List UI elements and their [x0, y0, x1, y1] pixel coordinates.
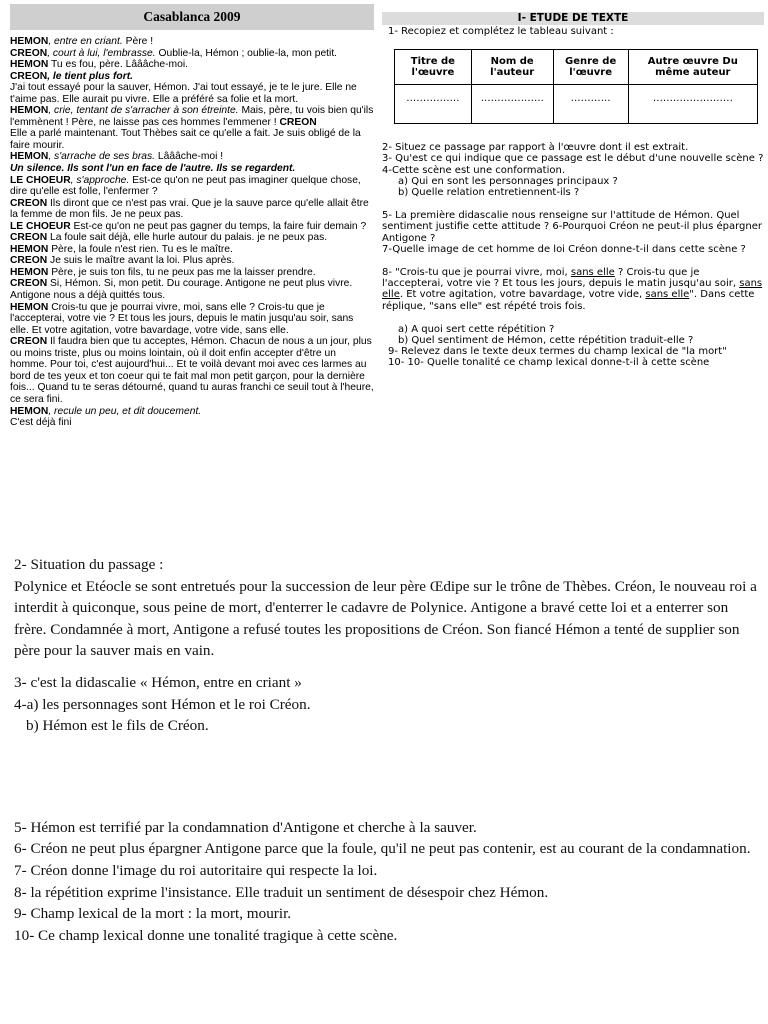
speaker-name: CREON — [10, 70, 48, 82]
answer-8: 8- la répétition exprime l'insistance. Elle traduit un sentiment de désespoir chez Hémon. — [14, 883, 549, 901]
table-cell: ………………. — [471, 85, 553, 124]
question-9: 9- Relevez dans le texte deux termes du champ lexical de "la mort" — [388, 346, 727, 358]
table-header: Nom de l'auteur — [471, 50, 553, 85]
text-run: Père ! — [122, 36, 154, 47]
table-row — [395, 85, 758, 124]
text-run: Ils diront que ce n'est pas vrai. Que je la sauve parce qu'elle allait être la femme de mon fils. Je ne peux pas. — [10, 197, 369, 221]
answers-section — [14, 554, 762, 1014]
table-header: Genre de l'œuvre — [553, 50, 628, 85]
dialogue-line — [10, 406, 374, 418]
text-run: Crois-tu que je pourrai vivre, moi, sans elle ? Crois-tu que je l'accepterai, votre vie ? Et tous les jours, depuis le matin jusqu'au soir, sans elle. Et votre agitation, votre bavardage, votre vide, sans elle. — [10, 301, 354, 336]
dialogue-line — [10, 163, 374, 175]
speaker-name: CREON — [10, 197, 48, 209]
document-header — [10, 4, 374, 30]
text-run: Est-ce qu'on ne peut pas gagner du temps, la faire fuir demain ? — [70, 220, 367, 232]
speaker-name: CREON — [10, 232, 48, 244]
question-8b: b) Quel sentiment de Hémon, cette répétition traduit-elle ? — [398, 335, 694, 347]
underlined-text: sans elle — [382, 278, 763, 301]
question-5-6: 5- La première didascalie nous renseigne sur l'attitude de Hémon. Quel sentiment justifie cette attitude ? 6-Pourquoi Créon ne peut-il plus épargner Antigone ? — [382, 210, 762, 244]
dialogue-line — [10, 128, 374, 151]
speaker-name: LE CHOEUR — [10, 174, 71, 186]
dialogue-line — [10, 48, 374, 60]
speaker-name: CREON — [10, 255, 48, 267]
dialogue-line — [10, 82, 374, 105]
question-3-4: 3- Qu'est ce qui indique que ce passage est le début d'une nouvelle scène ? 4-Cette scène est une conformation. — [382, 153, 764, 176]
stage-direction: , le tient plus fort. — [47, 70, 133, 82]
section-title: I- ETUDE DE TEXTE — [382, 12, 764, 25]
table-header-row — [395, 50, 758, 85]
underlined-text: sans elle — [645, 289, 690, 301]
text-run: Tu es fou, père. Lâââche-moi. — [48, 59, 188, 71]
answer-4a: 4-a) les personnages sont Hémon et le roi Créon. — [14, 695, 311, 713]
question-4a: a) Qui en sont les personnages principaux ? — [398, 175, 618, 187]
speaker-name: HEMON — [10, 36, 49, 47]
speaker-name: LE CHOEUR — [10, 220, 71, 232]
play-excerpt — [10, 36, 374, 528]
table-header: Titre de l'œuvre — [395, 50, 472, 85]
dialogue-line — [10, 232, 374, 244]
answer-2-text: Polynice et Etéocle se sont entretués pour la succession de leur père Œdipe sur le trône de Thèbes. Créon, le nouveau roi a interdit à quiconque, sous peine de mort, d'enterrer le cadavre de Polynice. Antigone a bravé cette loi et a enterrer son frère. Condamnée à mort, Antigone a refusé toutes les propositions de Créon. Son fiancé Hémon a tenté de supplier son père pour la sauver mais en vain. — [14, 577, 757, 660]
question-2: 2- Situez ce passage par rapport à l'œuvre dont il est extrait. — [382, 142, 689, 154]
text-run: La foule sait déjà, elle hurle autour du palais. je ne peux pas. — [47, 232, 328, 244]
text-run: 8- "Crois-tu que je pourrai vivre, moi, — [382, 267, 571, 279]
text-run: Elle a parlé maintenant. Tout Thèbes sait ce qu'elle a fait. Je suis obligé de la faire mourir. — [10, 128, 361, 151]
work-table — [394, 49, 758, 124]
table-cell: ……………. — [395, 85, 472, 124]
stage-direction: , s'arrache de ses bras. — [48, 151, 156, 163]
dialogue-line — [10, 302, 374, 337]
text-run: Je suis le maître avant la loi. Plus après. — [47, 255, 235, 267]
table-header: Autre œuvre Du même auteur — [628, 50, 757, 85]
answer-5: 5- Hémon est terrifié par la condamnation d'Antigone et cherche à la sauver. — [14, 818, 477, 836]
right-column — [382, 10, 764, 530]
text-run: ? Crois-tu que je l'accepterai, votre vie ? Et tous les jours, depuis le matin jusqu'au soir, — [382, 267, 740, 290]
speaker-name: HEMON — [10, 266, 49, 278]
underlined-text: sans elle — [570, 267, 615, 279]
question-10: 10- 10- Quelle tonalité ce champ lexical donne-t-il à cette scène — [388, 357, 710, 369]
dialogue-line — [10, 151, 374, 163]
stage-direction: , court à lui, l'embrasse. — [47, 47, 156, 59]
text-run: Père, la foule n'est rien. Tu es le maître. — [48, 243, 233, 255]
speaker-name: CREON — [10, 336, 48, 348]
answer-10: 10- Ce champ lexical donne une tonalité tragique à cette scène. — [14, 926, 398, 944]
dialogue-line — [10, 278, 374, 301]
text-run: Est-ce qu'on ne peut pas imaginer quelque chose, dire qu'elle est folle, l'enfermer ? — [10, 174, 361, 198]
dialogue-line — [10, 255, 374, 267]
question-7: 7-Quelle image de cet homme de loi Créon donne-t-il dans cette scène ? — [382, 243, 746, 255]
speaker-name: HEMON — [10, 243, 49, 255]
question-8 — [382, 267, 764, 312]
answer-6: 6- Créon ne peut plus épargner Antigone parce que la foule, qu'il ne peut pas contenir, est au courant de la condamnation. — [14, 840, 751, 858]
question-1: 1- Recopiez et complétez le tableau suivant : — [388, 26, 614, 37]
dialogue-line — [10, 59, 374, 71]
dialogue-line — [10, 105, 374, 128]
stage-direction: , s'approche. — [70, 174, 130, 186]
stage-direction: , recule un peu, et dit doucement. — [48, 405, 202, 417]
text-run: . Et votre agitation, votre bavardage, votre vide, — [399, 289, 646, 301]
question-8a: a) A quoi sert cette répétition ? — [398, 323, 555, 335]
text-run: C'est déjà fini — [10, 417, 72, 429]
table-cell: ………… — [553, 85, 628, 124]
speaker-name: HEMON — [10, 301, 49, 313]
answer-4b: b) Hémon est le fils de Créon. — [26, 717, 209, 735]
text-run: Père, je suis ton fils, tu ne peux pas me la laisser prendre. — [48, 266, 316, 278]
speaker-name: CREON — [279, 116, 317, 128]
speaker-name: HEMON — [10, 405, 49, 417]
speaker-name: CREON — [10, 278, 48, 290]
dialogue-line — [10, 175, 374, 198]
stage-direction: , entre en criant. — [48, 36, 123, 47]
speaker-name: HEMON — [10, 151, 49, 163]
speaker-name: HEMON — [10, 59, 49, 71]
table-cell: …………………… — [628, 85, 757, 124]
dialogue-line — [10, 36, 374, 48]
stage-direction: Un silence. Ils sont l'un en face de l'autre. Ils se regardent. — [10, 163, 296, 175]
speaker-name: CREON — [10, 47, 48, 59]
dialogue-line — [10, 417, 374, 429]
text-run: Lâââche-moi ! — [155, 151, 224, 163]
question-4b: b) Quelle relation entretiennent-ils ? — [398, 187, 580, 199]
text-run: ". Dans cette réplique, "sans elle" est répété trois fois. — [382, 289, 755, 312]
stage-direction: , crie, tentant de s'arracher à son étreinte. — [48, 105, 239, 117]
dialogue-line — [10, 71, 374, 83]
answer-3: 3- c'est la didascalie « Hémon, entre en criant » — [14, 673, 302, 691]
dialogue-line — [10, 198, 374, 221]
text-run: Il faudra bien que tu acceptes, Hémon. Chacun de nous a un jour, plus ou moins triste, plus ou moins lointain, où il doit enfin accepter d'être un homme. Pour toi, c'est aujourd'hui... Et te voilà devant moi avec ces larmes au bord de tes yeux et ton coeur qui te fait mal mon petit garçon, pour la dernière fois... Quand tu te seras détourné, quand tu auras franchi ce seuil tout à l'heure, ce sera fini. — [10, 336, 374, 405]
dialogue-line — [10, 336, 374, 405]
speaker-name: HEMON — [10, 105, 49, 117]
text-run: J'ai tout essayé pour la sauver, Hémon. J'ai tout essayé, je te le jure. Elle ne t'aime pas. Elle aurait pu vivre. Elle a préféré sa folie et la mort. — [10, 82, 357, 105]
answer-9: 9- Champ lexical de la mort : la mort, mourir. — [14, 905, 292, 923]
text-run: Si, Hémon. Si, mon petit. Du courage. Antigone ne peut plus vivre. Antigone nous a déjà quittés tous. — [10, 278, 353, 302]
header-title: Casablanca 2009 — [143, 9, 241, 24]
text-run: Oublie-la, Hémon ; oublie-la, mon petit. — [155, 47, 338, 59]
text-run: Mais, père, tu vois bien qu'ils l'emmènent ! Père, ne laisse pas ces hommes l'emmener ! — [10, 105, 374, 128]
dialogue-line — [10, 244, 374, 256]
dialogue-line — [10, 267, 374, 279]
dialogue-line — [10, 221, 374, 233]
answer-2-title: 2- Situation du passage : — [14, 556, 164, 573]
answer-7: 7- Créon donne l'image du roi autoritaire qui respecte la loi. — [14, 861, 378, 879]
